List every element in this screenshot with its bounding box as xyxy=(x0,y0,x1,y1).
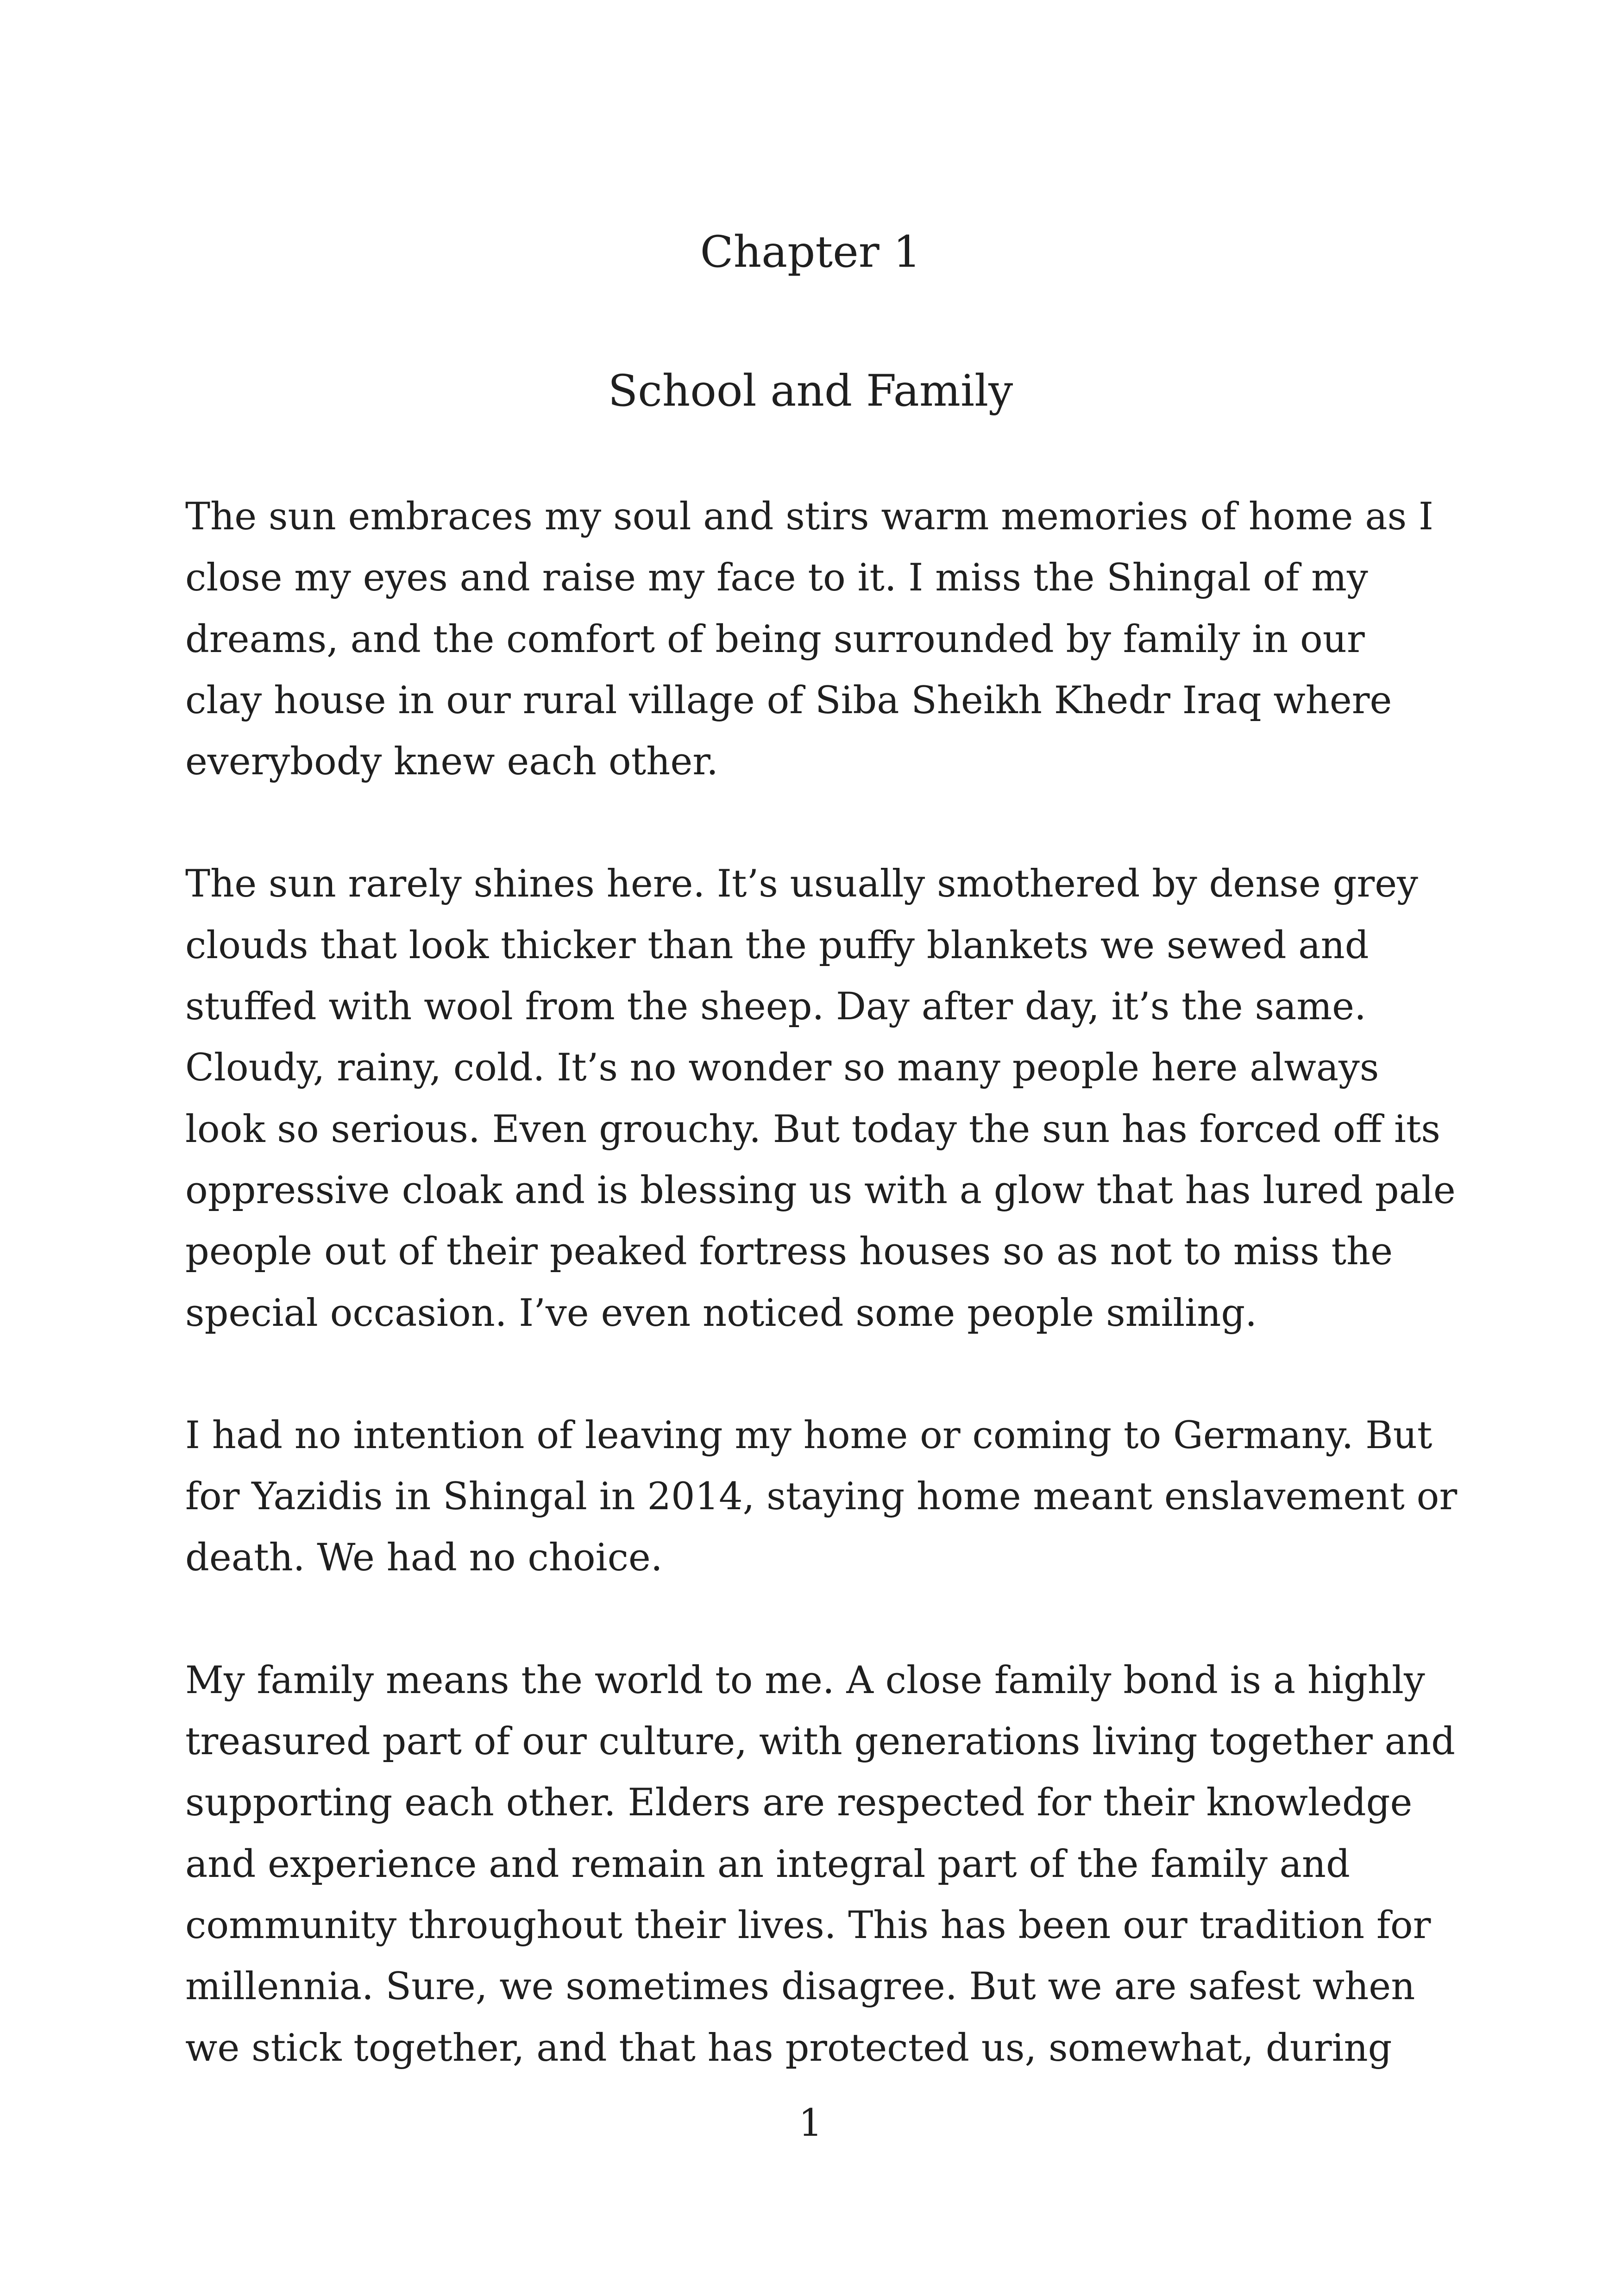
text-line: dreams, and the comfort of being surrounded by family in our xyxy=(185,617,1365,661)
text-line: clay house in our rural village of Siba Sheikh Khedr Iraq where xyxy=(185,678,1392,722)
text-line: oppressive cloak and is blessing us with a glow that has lured pale xyxy=(185,1168,1456,1212)
paragraph-1 xyxy=(185,486,1464,792)
text-line: we stick together, and that has protected us, somewhat, during xyxy=(185,2026,1392,2070)
paragraph-4 xyxy=(185,1650,1464,2079)
text-line: stuffed with wool from the sheep. Day after day, it’s the same. xyxy=(185,985,1366,1029)
text-line: look so serious. Even grouchy. But today the sun has forced off its xyxy=(185,1107,1440,1151)
text-line: clouds that look thicker than the puffy blankets we sewed and xyxy=(185,923,1369,967)
text-line: millennia. Sure, we sometimes disagree. But we are safest when xyxy=(185,1965,1415,2009)
text-line: people out of their peaked fortress houses so as not to miss the xyxy=(185,1230,1393,1274)
chapter-body xyxy=(185,486,1464,2140)
paragraph-2 xyxy=(185,853,1464,1343)
text-line: special occasion. I’ve even noticed some people smiling. xyxy=(185,1291,1257,1335)
chapter-title: School and Family xyxy=(608,366,1013,416)
chapter-number: Chapter 1 xyxy=(700,227,921,277)
page-number: 1 xyxy=(798,2102,823,2145)
text-line: I had no intention of leaving my home or coming to Germany. But xyxy=(185,1413,1433,1457)
text-line: The sun embraces my soul and stirs warm memories of home as I xyxy=(185,495,1433,539)
text-line: everybody knew each other. xyxy=(185,740,718,784)
text-line: for Yazidis in Shingal in 2014, staying home meant enslavement or xyxy=(185,1475,1458,1519)
text-line: supporting each other. Elders are respected for their knowledge xyxy=(185,1781,1413,1825)
text-line: treasured part of our culture, with generations living together and xyxy=(185,1720,1455,1764)
text-line: and experience and remain an integral part of the family and xyxy=(185,1842,1350,1886)
paragraph-3 xyxy=(185,1405,1464,1589)
text-line: death. We had no choice. xyxy=(185,1536,663,1580)
text-line: The sun rarely shines here. It’s usually smothered by dense grey xyxy=(185,862,1418,906)
text-line: close my eyes and raise my face to it. I miss the Shingal of my xyxy=(185,556,1368,600)
text-line: Cloudy, rainy, cold. It’s no wonder so many people here always xyxy=(185,1046,1379,1090)
text-line: community throughout their lives. This has been our tradition for xyxy=(185,1903,1431,1947)
text-line: My family means the world to me. A close family bond is a highly xyxy=(185,1658,1425,1702)
